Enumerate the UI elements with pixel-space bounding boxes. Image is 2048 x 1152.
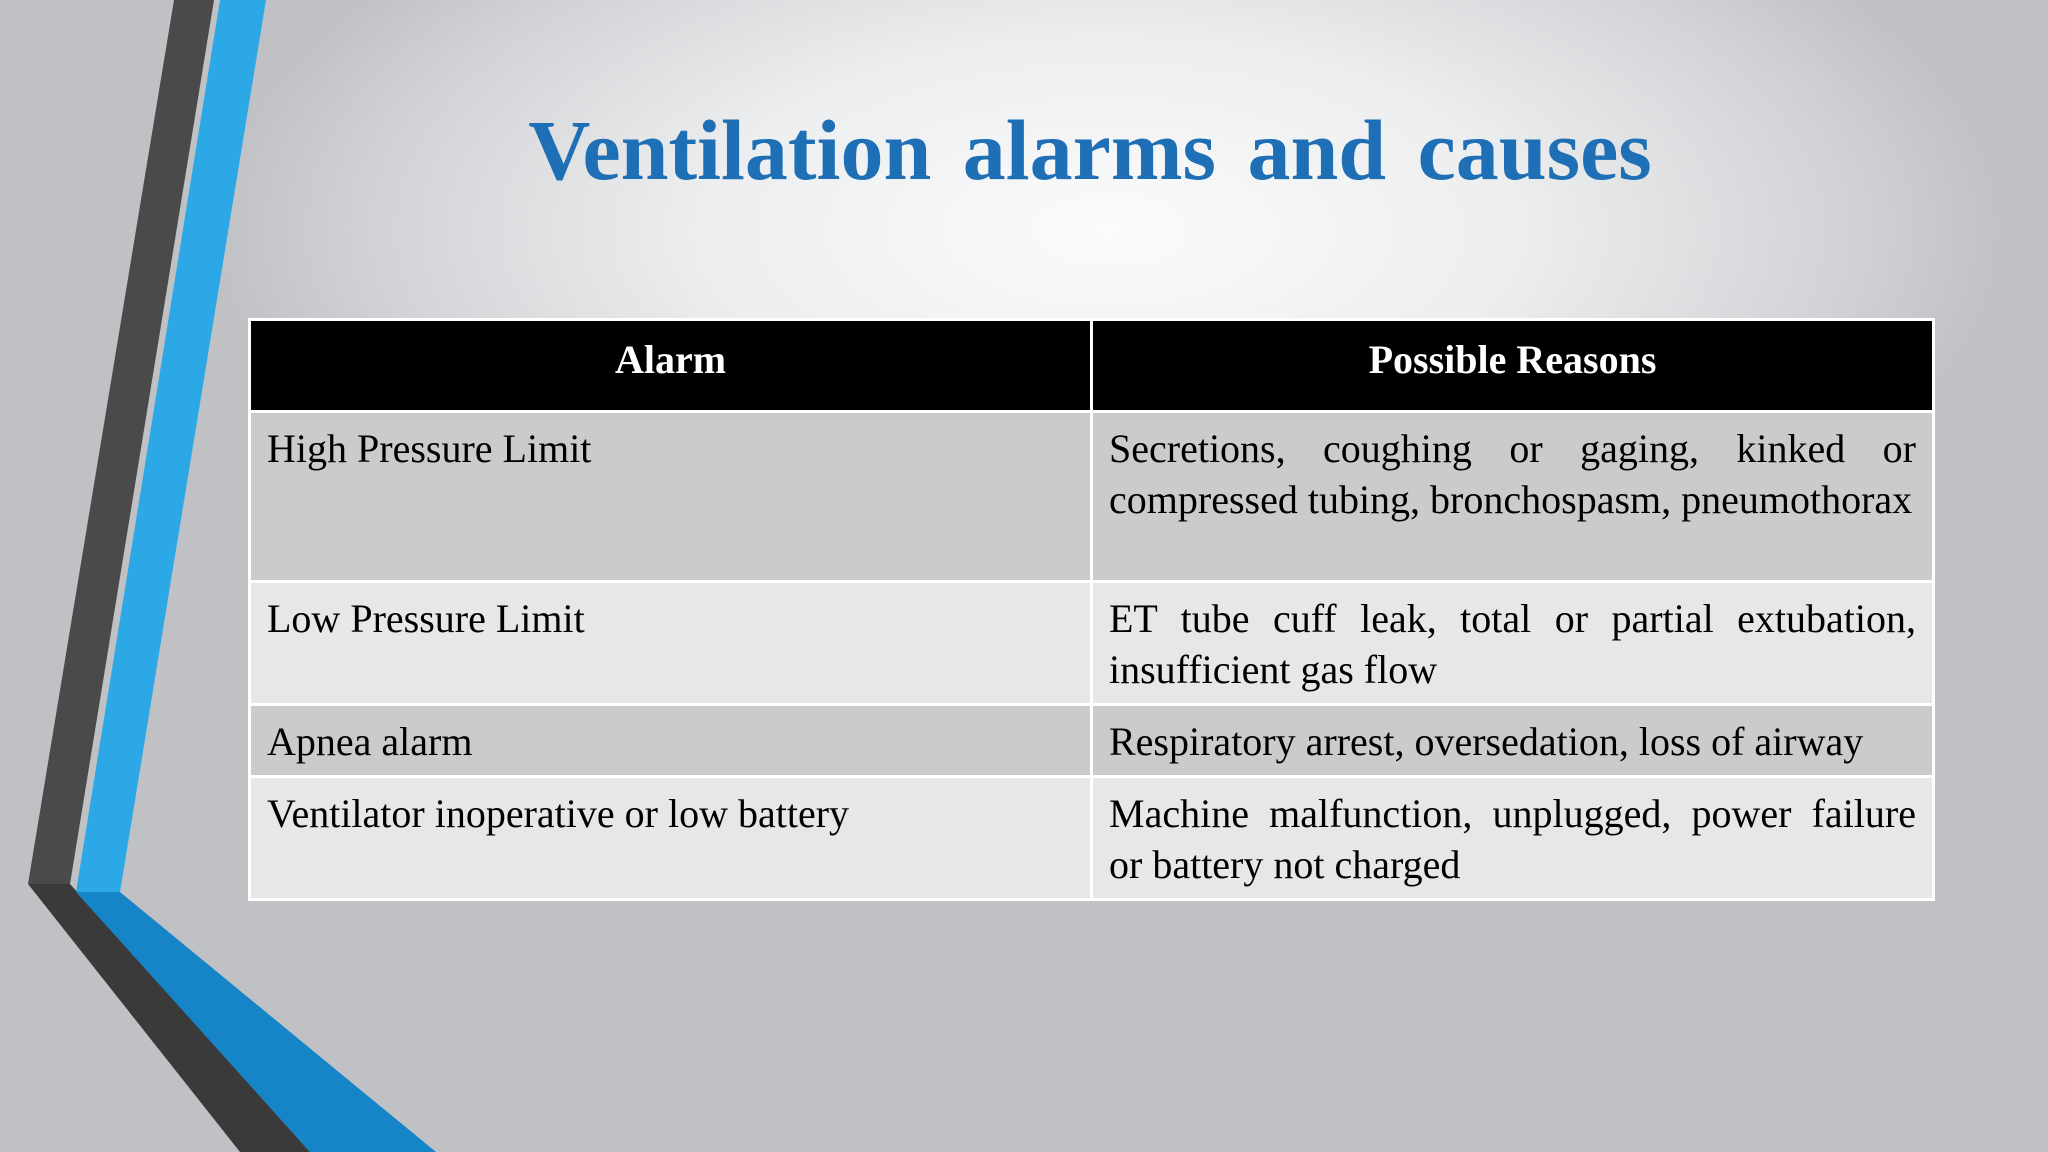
table-header-row: [250, 320, 1934, 412]
alarm-cell: Apnea alarm: [250, 705, 1092, 777]
table-row: [250, 582, 1934, 705]
alarm-cell: High Pressure Limit: [250, 412, 1092, 582]
page-title: Ventilation alarms and causes: [528, 102, 1652, 198]
reasons-cell: Secretions, coughing or gaging, kinked or compressed tubing, bronchospasm, pneumothorax: [1092, 412, 1934, 582]
reasons-cell: Respiratory arrest, oversedation, loss of airway: [1092, 705, 1934, 777]
alarms-table: [248, 318, 1935, 901]
reasons-cell: Machine malfunction, unplugged, power failure or battery not charged: [1092, 777, 1934, 900]
table-row: [250, 412, 1934, 582]
table-row: [250, 705, 1934, 777]
alarm-cell: Ventilator inoperative or low battery: [250, 777, 1092, 900]
column-header-possible-reasons: Possible Reasons: [1092, 320, 1934, 412]
table-row: [250, 777, 1934, 900]
column-header-alarm: Alarm: [250, 320, 1092, 412]
alarm-cell: Low Pressure Limit: [250, 582, 1092, 705]
reasons-cell: ET tube cuff leak, total or partial extubation, insufficient gas flow: [1092, 582, 1934, 705]
